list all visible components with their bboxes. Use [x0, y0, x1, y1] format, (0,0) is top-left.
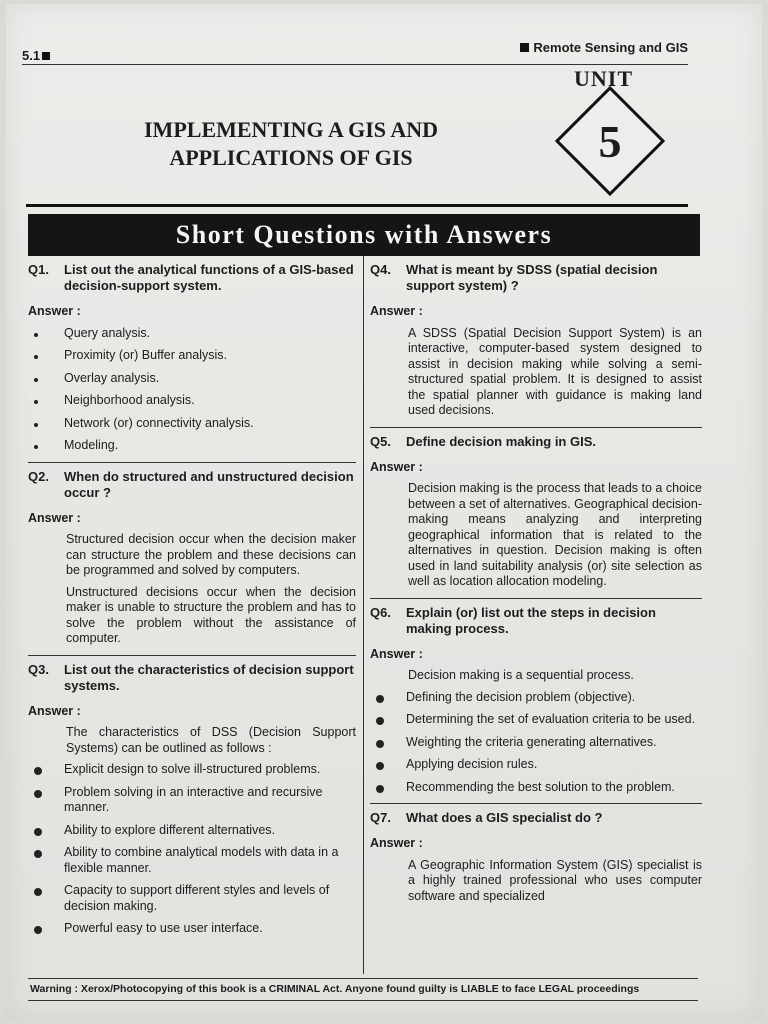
- square-bullet-icon: [42, 52, 50, 60]
- title-rule: [26, 204, 688, 207]
- question-separator: [370, 598, 702, 599]
- answer-paragraph: The characteristics of DSS (Decision Support Systems) can be outlined as follows :: [66, 725, 356, 755]
- question-q3: Q3. List out the characteristics of decision support systems.: [28, 661, 354, 693]
- bullet-icon: [34, 828, 42, 836]
- question-q7: Q7. What does a GIS specialist do ?: [370, 810, 603, 825]
- list-item: Modeling.: [28, 438, 356, 454]
- answer-label: Answer :: [370, 459, 423, 474]
- list-item: Problem solving in an interactive and recursive manner.: [28, 785, 356, 816]
- question-separator: [28, 462, 356, 463]
- list-item: Query analysis.: [28, 326, 356, 342]
- list-item: Powerful easy to use user interface.: [28, 921, 356, 937]
- footer-rule: [28, 978, 698, 979]
- list-item: Explicit design to solve ill-structured problems.: [28, 762, 356, 778]
- question-q6: Q6. Explain (or) list out the steps in decision making process.: [370, 604, 656, 636]
- list-item: Ability to explore different alternatives.: [28, 823, 356, 839]
- bullet-icon: [34, 850, 42, 858]
- answer-label: Answer :: [28, 510, 81, 525]
- answer-label: Answer :: [370, 836, 423, 850]
- answer-paragraph: Structured decision occur when the decision maker can structure the problem and these decisions can be programmed and solved by computers.: [66, 532, 356, 577]
- list-item: Recommending the best solution to the problem.: [370, 780, 702, 796]
- chapter-title: IMPLEMENTING A GIS AND APPLICATIONS OF GIS: [144, 117, 438, 170]
- answer-label: Answer :: [370, 646, 423, 661]
- list-item: Weighting the criteria generating alternatives.: [370, 735, 702, 751]
- answer-paragraph: Decision making is a sequential process.: [408, 668, 634, 682]
- answer-label: Answer :: [28, 304, 81, 318]
- unit-label: UNIT: [574, 66, 634, 91]
- list-item: Capacity to support different styles and levels of decision making.: [28, 883, 356, 914]
- bullet-icon: [34, 355, 38, 359]
- bullet-icon: [34, 423, 38, 427]
- copyright-warning: Warning : Xerox/Photocopying of this book is a CRIMINAL Act. Anyone found guilty is LIABLE to face LEGAL proceedings: [30, 983, 640, 995]
- question-q1: Q1. List out the analytical functions of a GIS-based decision-support system.: [28, 262, 354, 293]
- bullet-icon: [34, 445, 38, 449]
- answer-label: Answer :: [370, 304, 423, 318]
- page-number: 5.1: [22, 48, 50, 63]
- answer-list: [28, 326, 356, 454]
- list-item: Network (or) connectivity analysis.: [28, 416, 356, 432]
- question-separator: [370, 427, 702, 428]
- left-column: [28, 262, 356, 944]
- bullet-icon: [376, 717, 384, 725]
- bullet-icon: [376, 695, 384, 703]
- answer-list: [28, 762, 356, 937]
- list-item: Ability to combine analytical models with data in a flexible manner.: [28, 845, 356, 876]
- unit-number: 5: [598, 115, 622, 167]
- bullet-icon: [34, 767, 42, 775]
- list-item: Neighborhood analysis.: [28, 393, 356, 409]
- question-separator: [370, 803, 702, 804]
- bullet-icon: [34, 400, 38, 404]
- bullet-icon: [376, 740, 384, 748]
- answer-paragraph: A SDSS (Spatial Decision Support System) is an interactive, computer-based system designed to assist in decision making while solving a semi-structured spatial problem. It is designed to assist the spatial planner with guidance is making land used decisions.: [408, 325, 702, 417]
- answer-paragraph: Decision making is the process that leads to a choice between a set of alternatives. Geographical decision-making means analyzing and interpreting geographical information that is related to the alternatives in question. Decision making is often used in land suitability analysis (or) site selection as well as location allocation modeling.: [408, 481, 702, 588]
- bullet-icon: [34, 926, 42, 934]
- square-bullet-icon: [520, 43, 529, 52]
- bullet-icon: [376, 762, 384, 770]
- question-q2: Q2. When do structured and unstructured decision occur ?: [28, 468, 354, 500]
- right-column: [370, 262, 702, 910]
- list-item: Overlay analysis.: [28, 371, 356, 387]
- answer-paragraph: Unstructured decisions occur when the decision maker is unable to structure the problem and has to solve the problem without the assistance of computer.: [66, 584, 356, 645]
- bullet-icon: [34, 378, 38, 382]
- list-item: Applying decision rules.: [370, 757, 702, 773]
- header-rule: [22, 64, 688, 65]
- running-title: Remote Sensing and GIS: [520, 40, 688, 55]
- list-item: Defining the decision problem (objective).: [370, 690, 702, 706]
- bullet-icon: [34, 333, 38, 337]
- bullet-icon: [34, 790, 42, 798]
- list-item: Proximity (or) Buffer analysis.: [28, 348, 356, 364]
- question-separator: [28, 655, 356, 656]
- bullet-icon: [376, 785, 384, 793]
- answer-list: [370, 690, 702, 796]
- book-page: [6, 4, 762, 1020]
- question-q4: Q4. What is meant by SDSS (spatial decision support system) ?: [370, 262, 658, 293]
- section-banner: Short Questions with Answers: [28, 214, 700, 256]
- answer-paragraph: A Geographic Information System (GIS) specialist is a highly trained professional who uses computer software and specialized: [408, 857, 702, 903]
- list-item: Determining the set of evaluation criteria to be used.: [370, 712, 702, 728]
- answer-label: Answer :: [28, 703, 81, 718]
- column-divider: [363, 256, 364, 974]
- footer-rule: [28, 1000, 698, 1001]
- bullet-icon: [34, 888, 42, 896]
- question-q5: Q5. Define decision making in GIS.: [370, 433, 596, 449]
